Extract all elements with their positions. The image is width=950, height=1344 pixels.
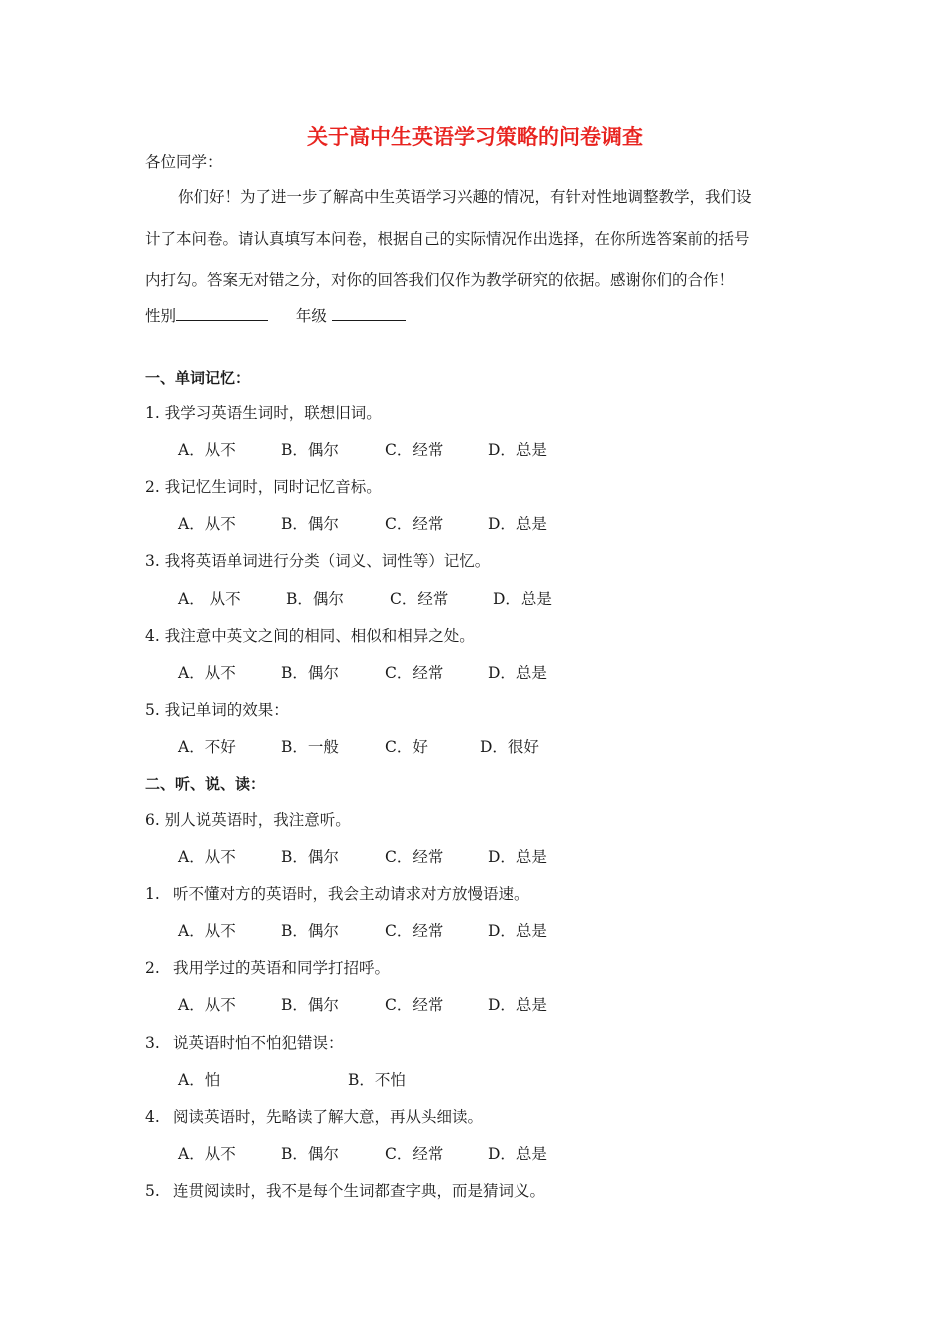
question-1: 1. 我学习英语生词时，联想旧词。 (145, 404, 382, 422)
q4-option-d[interactable]: D．总是 (488, 664, 547, 682)
gender-blank[interactable] (176, 304, 268, 321)
q1-option-c[interactable]: C．经常 (385, 441, 444, 459)
question-s2-3 (145, 1032, 344, 1054)
question-4: 4. 我注意中英文之间的相同、相似和相异之处。 (145, 627, 475, 645)
q3-option-c[interactable]: C．经常 (390, 590, 449, 608)
q3-option-b[interactable]: B．偶尔 (286, 590, 344, 608)
gender-label: 性别 (145, 307, 177, 325)
intro-line-3: 内打勾。答案无对错之分，对你的回答我们仅作为教学研究的依据。感谢你们的合作！ (145, 271, 735, 289)
question-s2-4 (145, 1106, 483, 1128)
question-text: 连贯阅读时，我不是每个生词都查字典，而是猜词义。 (173, 1182, 546, 1200)
page-title: 关于高中生英语学习策略的问卷调查 (307, 125, 643, 149)
s2q1-option-a[interactable]: A．从不 (178, 922, 236, 940)
s2q1-option-b[interactable]: B．偶尔 (281, 922, 339, 940)
q4-option-b[interactable]: B．偶尔 (281, 664, 339, 682)
q6-option-a[interactable]: A．从不 (178, 848, 236, 866)
q1-option-d[interactable]: D．总是 (488, 441, 547, 459)
s2q2-option-c[interactable]: C．经常 (385, 996, 444, 1014)
grade-label: 年级 (295, 307, 327, 325)
s2q4-option-d[interactable]: D．总是 (488, 1145, 547, 1163)
q4-option-a[interactable]: A．从不 (178, 664, 236, 682)
greeting: 各位同学： (145, 153, 223, 171)
q5-option-b[interactable]: B．一般 (281, 738, 339, 756)
q5-option-a[interactable]: A．不好 (178, 738, 236, 756)
question-text: 我用学过的英语和同学打招呼。 (173, 959, 391, 977)
question-number: 5. (145, 1182, 160, 1200)
q6-option-c[interactable]: C．经常 (385, 848, 444, 866)
q2-option-a[interactable]: A．从不 (178, 515, 236, 533)
s2q2-option-b[interactable]: B．偶尔 (281, 996, 339, 1014)
q6-option-d[interactable]: D．总是 (488, 848, 547, 866)
question-s2-5 (145, 1180, 545, 1202)
question-text: 阅读英语时，先略读了解大意，再从头细读。 (173, 1108, 484, 1126)
q6-option-b[interactable]: B．偶尔 (281, 848, 339, 866)
q4-option-c[interactable]: C．经常 (385, 664, 444, 682)
s2q4-option-c[interactable]: C．经常 (385, 1145, 444, 1163)
s2q3-option-a[interactable]: A．怕 (178, 1071, 221, 1089)
s2q4-option-a[interactable]: A．从不 (178, 1145, 236, 1163)
s2q2-option-a[interactable]: A．从不 (178, 996, 236, 1014)
s2q1-option-c[interactable]: C．经常 (385, 922, 444, 940)
question-text: 说英语时怕不怕犯错误： (173, 1034, 344, 1052)
q1-option-a[interactable]: A．从不 (178, 441, 236, 459)
q5-option-d[interactable]: D．很好 (480, 738, 539, 756)
s2q1-option-d[interactable]: D．总是 (488, 922, 547, 940)
question-number: 2. (145, 959, 160, 977)
question-number: 1. (145, 885, 160, 903)
question-6: 6. 别人说英语时，我注意听。 (145, 811, 351, 829)
q3-option-a[interactable]: A． 从不 (178, 590, 241, 608)
question-number: 3. (145, 1034, 160, 1052)
question-text: 听不懂对方的英语时，我会主动请求对方放慢语速。 (173, 885, 530, 903)
question-5: 5. 我记单词的效果： (145, 701, 289, 719)
section-heading-1: 一、单词记忆： (145, 369, 251, 387)
question-s2-1 (145, 883, 530, 905)
question-2: 2. 我记忆生词时，同时记忆音标。 (145, 478, 382, 496)
s2q3-option-b[interactable]: B．不怕 (348, 1071, 406, 1089)
q2-option-b[interactable]: B．偶尔 (281, 515, 339, 533)
section-heading-2: 二、听、说、读： (145, 775, 266, 793)
q2-option-c[interactable]: C．经常 (385, 515, 444, 533)
info-fields (145, 304, 406, 327)
q3-option-d[interactable]: D．总是 (493, 590, 552, 608)
intro-line-2: 计了本问卷。请认真填写本问卷，根据自己的实际情况作出选择，在你所选答案前的括号 (145, 230, 750, 248)
q2-option-d[interactable]: D．总是 (488, 515, 547, 533)
question-3: 3. 我将英语单词进行分类（词义、词性等）记忆。 (145, 552, 491, 570)
q1-option-b[interactable]: B．偶尔 (281, 441, 339, 459)
question-number: 4. (145, 1108, 160, 1126)
grade-blank[interactable] (332, 304, 406, 321)
q5-option-c[interactable]: C．好 (385, 738, 428, 756)
question-s2-2 (145, 957, 390, 979)
s2q2-option-d[interactable]: D．总是 (488, 996, 547, 1014)
intro-line-1: 你们好！为了进一步了解高中生英语学习兴趣的情况，有针对性地调整教学，我们设 (178, 188, 752, 206)
s2q4-option-b[interactable]: B．偶尔 (281, 1145, 339, 1163)
